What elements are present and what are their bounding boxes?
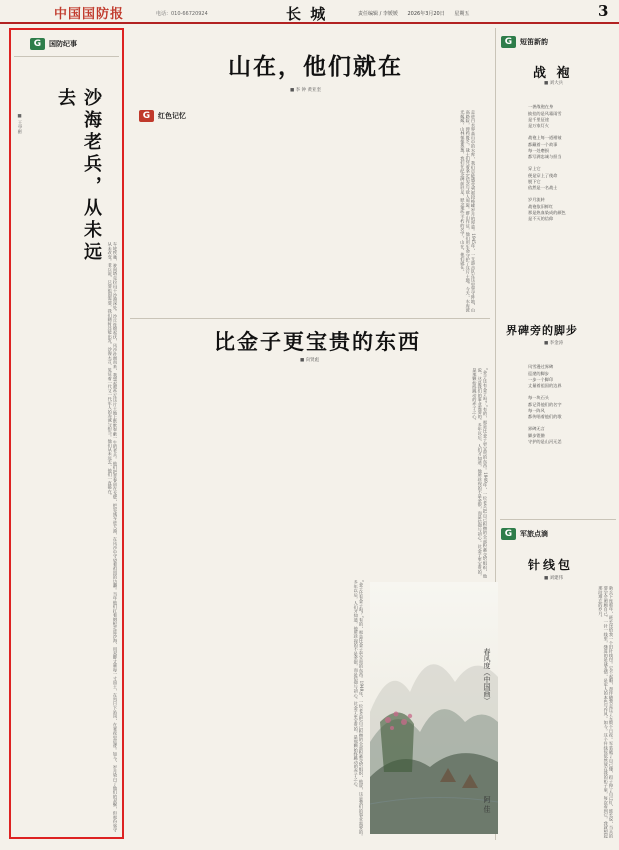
poem1-line: 都藏着一个故事: [528, 141, 558, 147]
poem2-lines: [528, 364, 614, 445]
second-article-body: “金子还有金子吗？”有的，那是比金子更宝贵的东西。1949年，一位老兵把自己积攒的全部积蓄交给组织，他说，这是我们的事业需要的。多年以后，人们才知道，他所珍视的不是金银，而是信仰与初心。比金子更宝贵的，是那颗始终跳动的赤子之心。: [472, 368, 488, 578]
poem2-line: 丈量着祖国的边界: [528, 383, 562, 389]
poem1-line: 穿上它: [528, 166, 541, 172]
column-tag-junlv: [501, 528, 548, 540]
editor-credit: 责任编辑 / 李媛媛: [358, 11, 398, 17]
column-tag-guofang: [30, 38, 77, 50]
poem2-line: 每一阵风: [528, 407, 545, 413]
poem1-title: 战 袍: [533, 66, 573, 81]
left-article-body: 车轮疾驰，驶向塔克拉玛干沙漠深处。沙丘连绵起伏，风沙扑面而来，我想起那些在这片土地上默默奉献一生的老兵。他们把青春留在戈壁，把忠诚写进大漠，在风沙中守望着祖国的边疆。当年他们扛着钢枪走进沙海，用双脚丈量每一寸国土，在烈日下站岗，在寒夜里巡逻。如今，岁月染白了他们的双鬓，但那份坚守从未改变。老兵说，只要祖国需要，我们随时还能出发。沙海无言，见证着一代又一代军人的赤诚与担当。他们从未远去，他们一直都在。: [107, 242, 118, 832]
page-number: 3: [598, 2, 609, 20]
poem2-byline: ■ 李金涛: [544, 341, 564, 346]
column-tag-label: 短笛新韵: [520, 38, 548, 46]
poem1-line: 战袍依旧鲜红: [528, 203, 554, 209]
poem2-body: [528, 352, 614, 512]
second-article-title: 比金子更宝贵的东西: [214, 329, 421, 354]
poem1-body: [528, 92, 614, 312]
ink-painting-image: [370, 582, 498, 834]
poem2-line: 风雪漫过界碑: [528, 364, 554, 370]
poem2-line: 都传唱着他们的歌: [528, 414, 562, 420]
g-badge-icon: G: [139, 110, 154, 122]
poem1-line: 每一处磨损: [528, 147, 549, 153]
left-article-byline: ■ 王学彬: [17, 114, 22, 134]
g-badge-icon: G: [30, 38, 45, 50]
main-article-body: 走进白水界高山中的水库，我们总能感受到那段峥嵘岁月的厚重。1945年，一支游击队在这里坚守阵地，山高路险，弹药匮乏，战士们凭着坚定信念与敌人周旋。群山作证，他们用生命守护了这片土地。今天，水库波光粼粼，山林郁郁葱葱，我们在纪念碑前驻足，默念那些不朽的名字。山在，他们就在。: [460, 110, 476, 312]
g-badge-icon: G: [501, 528, 516, 540]
column-tag-label: 红色记忆: [158, 112, 186, 120]
poem2-title: 界碑旁的脚步: [506, 324, 578, 337]
poem2-line: 界碑无言: [528, 426, 545, 432]
masthead: [0, 0, 619, 24]
poem2-line: 脚步铿锵: [528, 432, 545, 438]
divider: [14, 56, 119, 57]
poem1-line: 战袍上每一道褶皱: [528, 135, 562, 141]
poem1-line: 那是热血染成的颜色: [528, 209, 566, 215]
poem2-line: 巡逻的脚步: [528, 370, 549, 376]
main-article-title: 山在，他们就在: [228, 53, 403, 80]
left-article-title: 沙海老兵，从未远去: [55, 88, 102, 264]
poem2-line: 每一块石头: [528, 395, 549, 401]
poem1-line: 便是穿上了使命: [528, 172, 558, 178]
issue-weekday: 星期五: [454, 11, 470, 17]
painting-caption: 春风度（中国画）: [483, 648, 491, 704]
poem2-line: 守护的是山河无恙: [528, 438, 562, 444]
poem1-line: 岁月流转: [528, 197, 545, 203]
section-title: 长 城: [286, 5, 328, 23]
poem1-line: 是不灭的信仰: [528, 216, 554, 222]
main-article-byline: ■ 李 钟 黄亚奎: [290, 88, 322, 93]
poem1-line: 是千里征途: [528, 116, 549, 122]
poem2-line: 一步一个脚印: [528, 376, 554, 382]
second-article-byline: ■ 向贤彪: [300, 358, 320, 363]
poem1-line: 都写满忠诚与担当: [528, 154, 562, 160]
issue-meta: [358, 10, 477, 17]
poem1-line: 披挂的是风霜雨雪: [528, 110, 562, 116]
divider: [130, 318, 490, 319]
essay-byline: ■ 刘建伟: [544, 576, 564, 581]
issue-date: 2026年3月20日: [407, 11, 445, 17]
poem1-line: 一袭战袍在身: [528, 104, 554, 110]
poem1-line: 依然是一名战士: [528, 185, 558, 191]
column-tag-label: 国防纪事: [49, 40, 77, 48]
column-tag-duandi: [501, 36, 548, 48]
newspaper-logo: 中国国防报: [54, 7, 125, 22]
poem2-line: 都记得他们的名字: [528, 401, 562, 407]
poem1-line: 脱下它: [528, 178, 541, 184]
second-article-body-cont: “金子还有金子吗？”有的，那是比金子更宝贵的东西。1949年，一位老兵把自己积攒的全部积蓄交给组织，他说，这是我们的事业需要的。多年以后，人们才知道，他所珍视的不是金银，而是信仰与初心。比金子更宝贵的，是那颗始终跳动的赤子之心。: [353, 580, 364, 838]
painting-artist: 阿 佳: [483, 796, 491, 813]
poem1-byline: ■ 刘大兵: [544, 81, 564, 86]
g-badge-icon: G: [501, 36, 516, 48]
phone-number: 电话：010-66720924: [156, 11, 208, 17]
divider: [500, 519, 616, 520]
poem1-lines: [528, 104, 614, 222]
mountain-landscape-icon: [370, 582, 498, 834]
poem1-line: 是万家灯火: [528, 123, 549, 129]
column-tag-label: 军旅点滴: [520, 530, 548, 538]
essay-body: 新兵下连那年，班长送给我一个旧针线包。它不起眼，却伴随我走过了无数个日夜。军装破了自己缝，扣子掉了自己钉，班长说，当兵的要学会照顾自己。一针一线里，缝进的是战友情，是军人的本色与作风。如今，这个针线包依然放在我的柜子里，每次看到它，我就想起那段难忘的岁月。: [598, 586, 614, 838]
essay-title: 针线包: [528, 558, 574, 572]
